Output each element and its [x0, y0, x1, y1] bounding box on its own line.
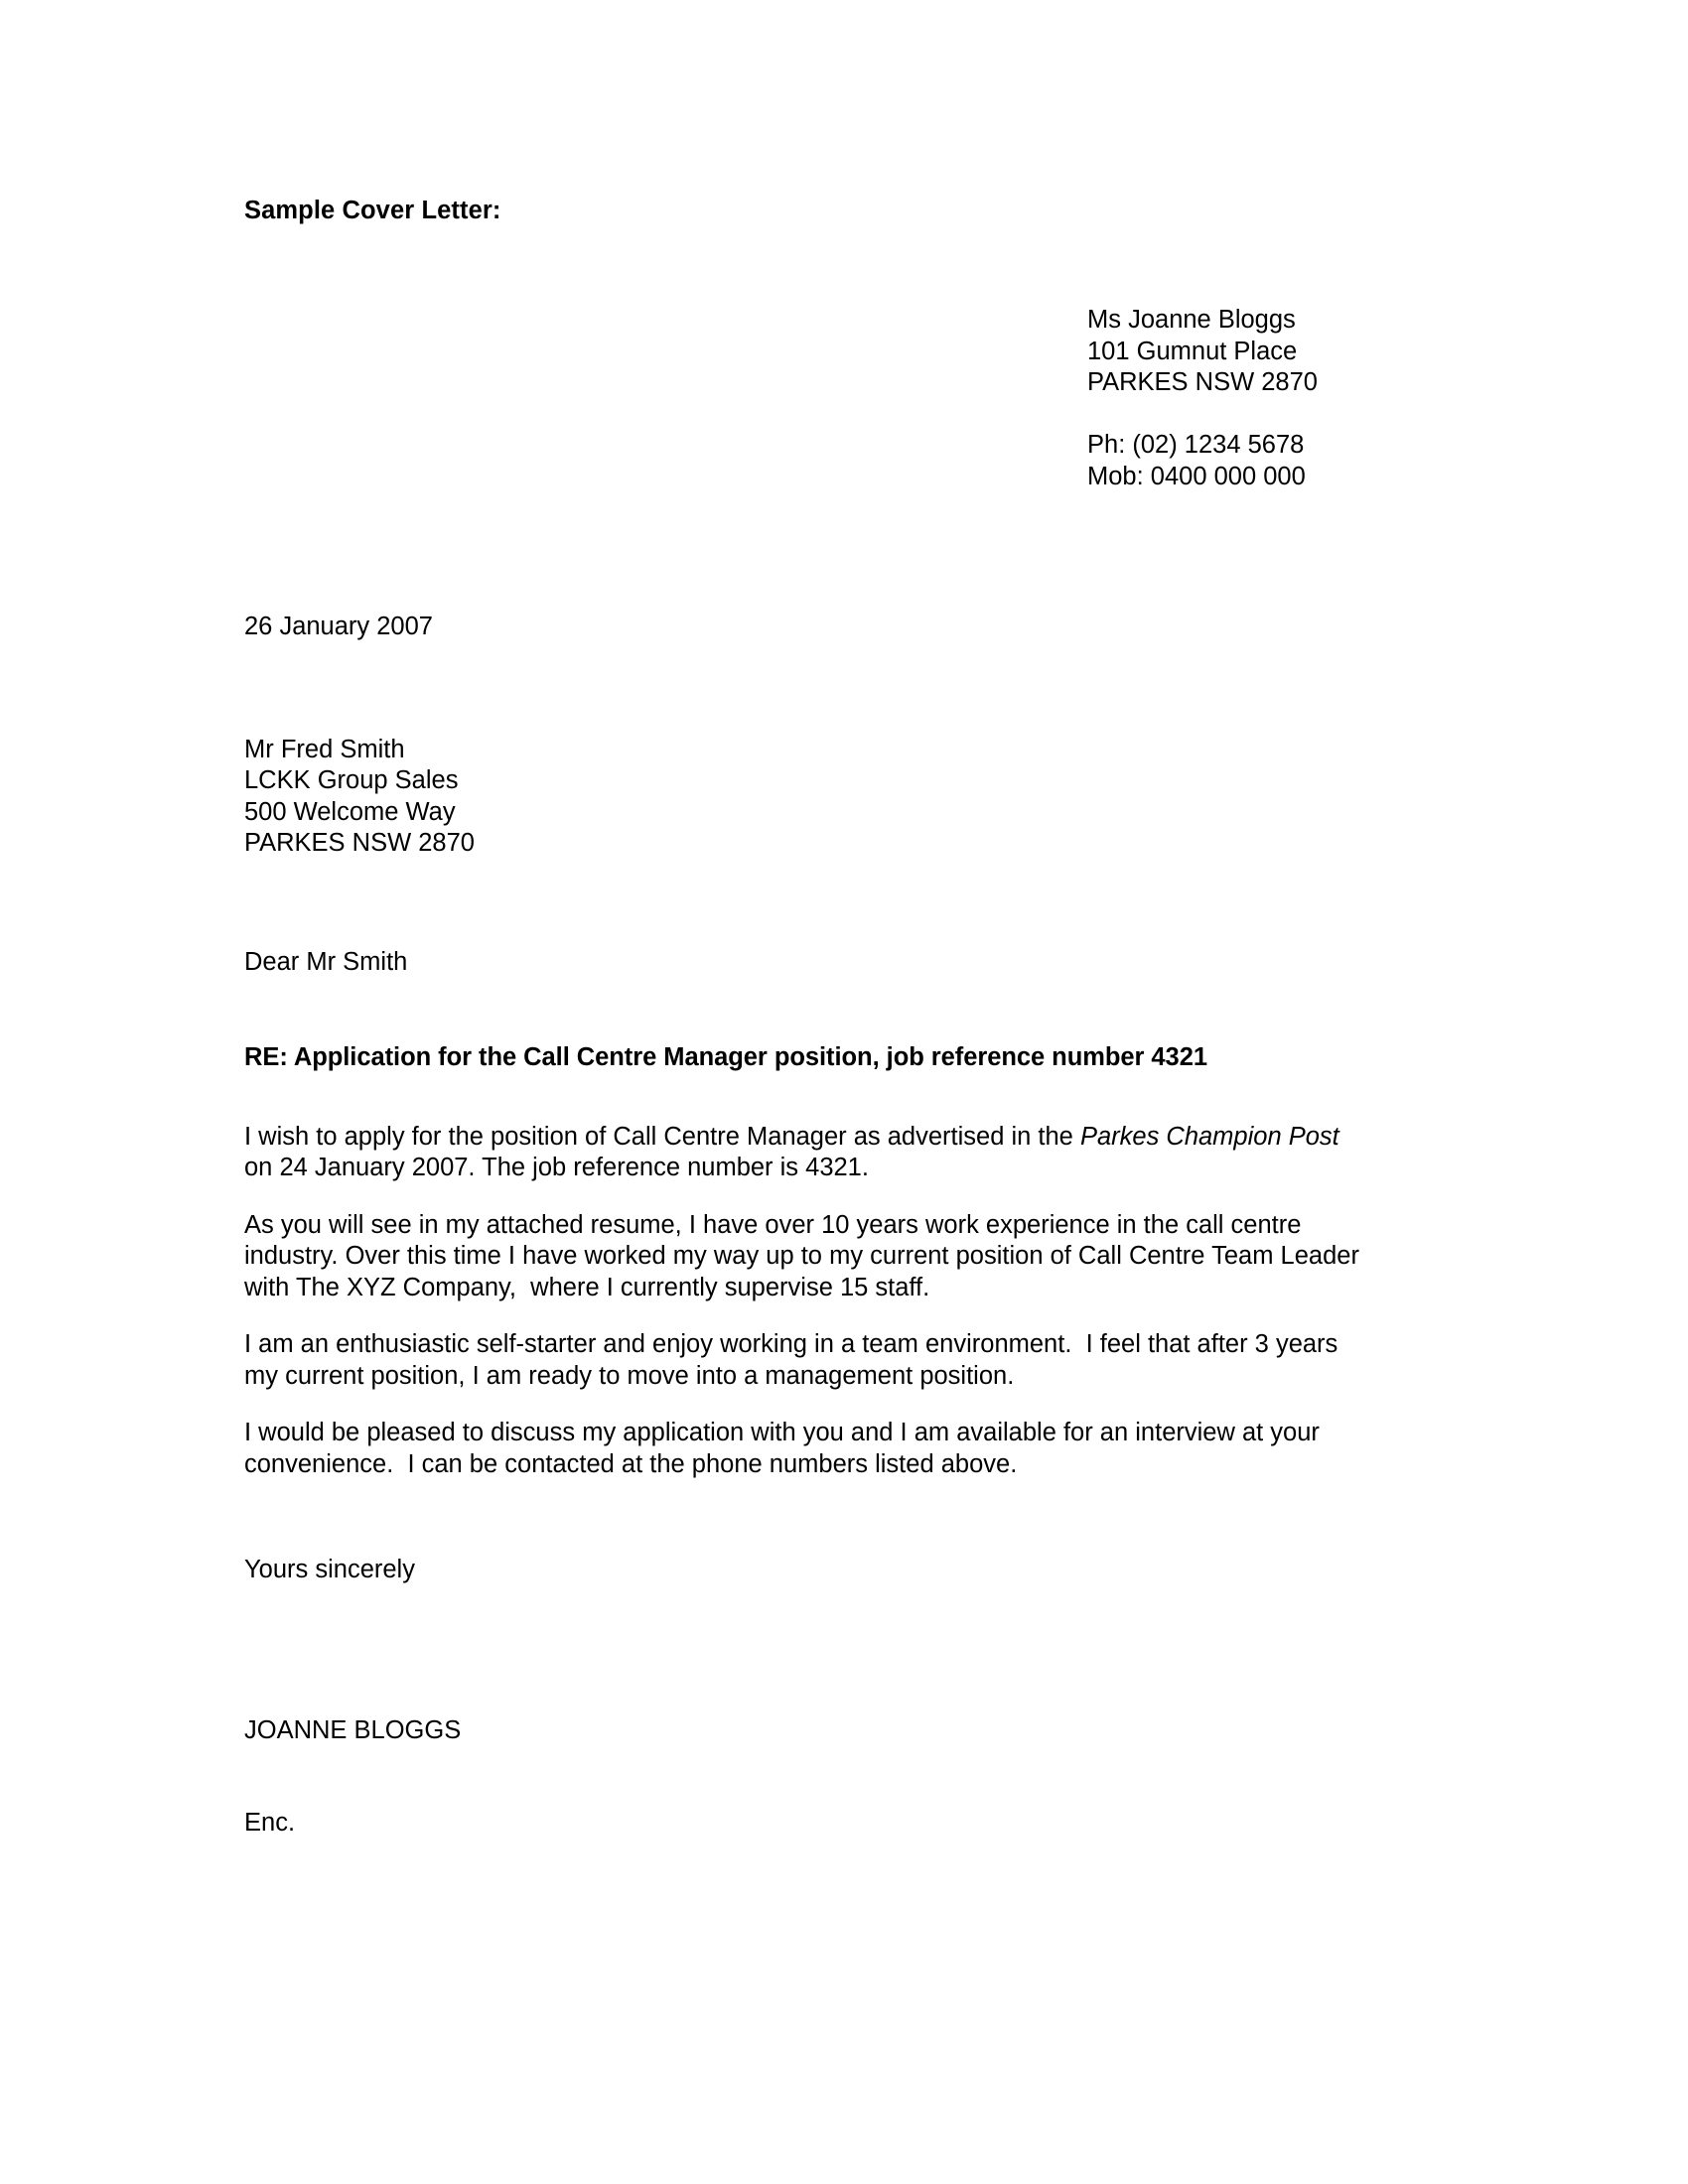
recipient-address-block — [244, 643, 1366, 860]
body-paragraph-3: I am an enthusiastic self-starter and enjoy working in a team environment. I feel that after 3 years my current position, I am ready to move into a management position. — [244, 1330, 1345, 1390]
recipient-company: LCKK Group Sales — [244, 766, 459, 795]
publication-name: Parkes Champion Post — [1079, 1122, 1339, 1151]
sender-block-spacer — [1087, 399, 1366, 431]
sender-phone: Ph: (02) 1234 5678 — [1087, 431, 1305, 460]
recipient-street: 500 Welcome Way — [244, 797, 456, 826]
sender-street: 101 Gumnut Place — [1087, 337, 1298, 365]
closing-salutation: Yours sincerely — [244, 1556, 415, 1584]
paragraph-1-text-after-italic: on 24 January 2007. The job reference number is 4321. — [244, 1122, 1346, 1182]
sender-city-line: PARKES NSW 2870 — [1087, 368, 1318, 397]
subject-line: RE: Application for the Call Centre Manager position, job reference number 4321 — [244, 1043, 1207, 1072]
recipient-name: Mr Fred Smith — [244, 735, 405, 763]
enclosure-note: Enc. — [244, 1809, 296, 1838]
sender-address-block — [1087, 227, 1366, 492]
salutation: Dear Mr Smith — [244, 947, 408, 976]
body-paragraph-1 — [244, 1074, 1366, 1184]
letter-date: 26 January 2007 — [244, 613, 433, 641]
body-paragraph-2: As you will see in my attached resume, I have over 10 years work experience in the call centre industry. Over this time I have worked my way up to my current position of Call Centre Team Leader with The XYZ Company, where I currently supervise 15 staff. — [244, 1210, 1367, 1301]
body-paragraph-4: I would be pleased to discuss my application with you and I am available for an interview at your convenience. I can be contacted at the phone numbers listed above. — [244, 1419, 1328, 1478]
page-title: Sample Cover Letter: — [244, 197, 501, 224]
recipient-city-line: PARKES NSW 2870 — [244, 829, 475, 858]
letter-content-area — [244, 0, 1366, 1840]
sender-name: Ms Joanne Bloggs — [1087, 306, 1296, 335]
signature-name: JOANNE BLOGGS — [244, 1715, 462, 1744]
paragraph-1-text-before-italic: I wish to apply for the position of Call Centre Manager as advertised in the — [244, 1122, 1080, 1151]
sender-mobile: Mob: 0400 000 000 — [1087, 462, 1306, 490]
